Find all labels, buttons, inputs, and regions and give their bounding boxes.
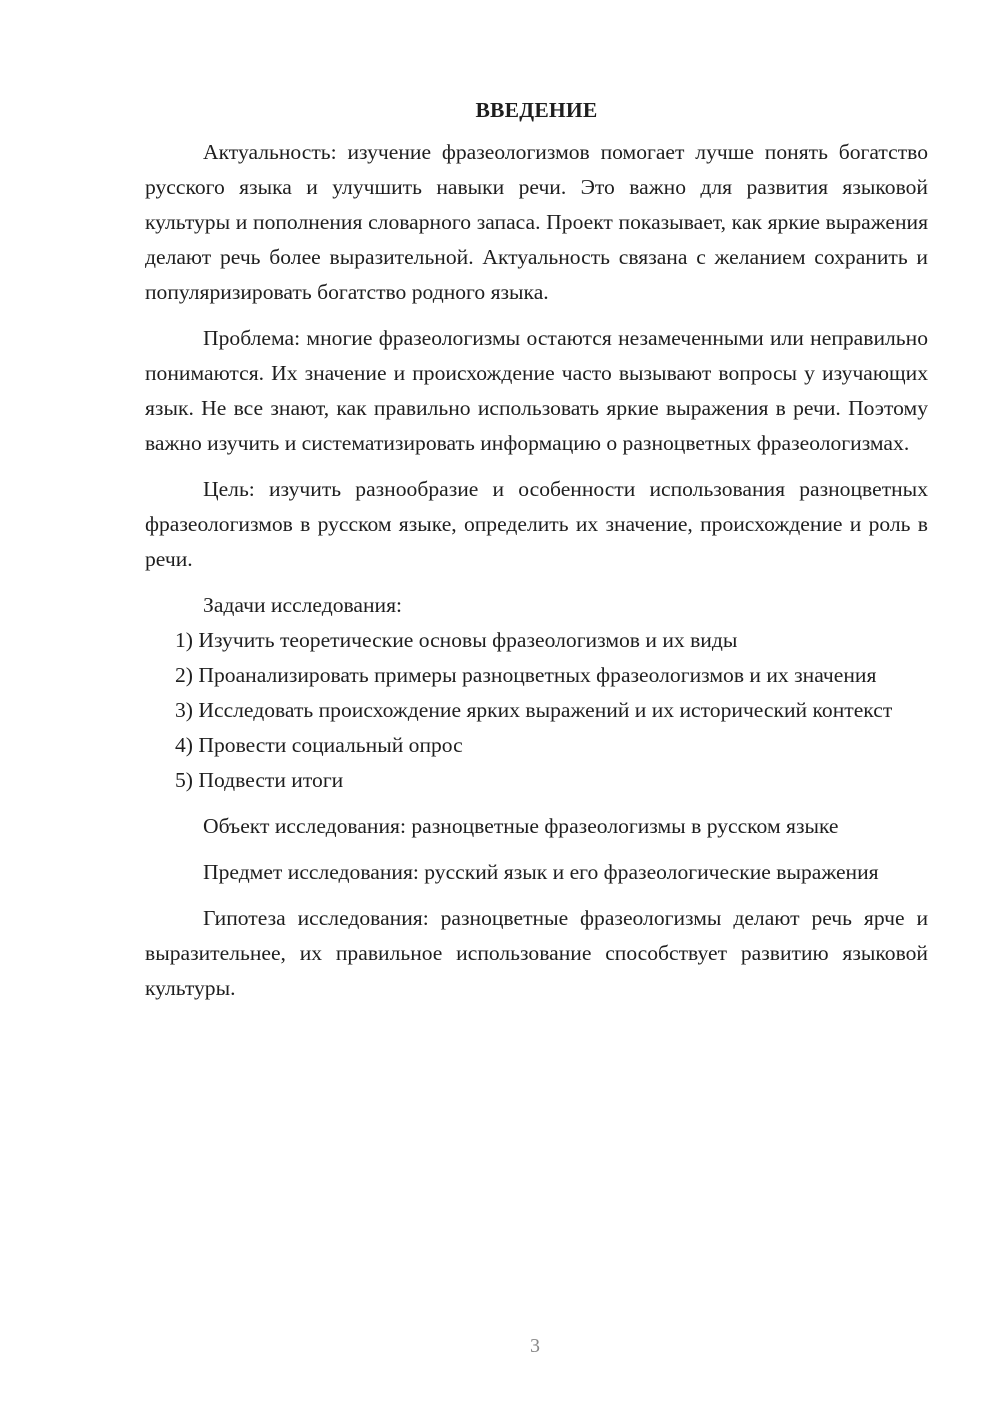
paragraph-goal: Цель: изучить разнообразие и особенности использования разноцветных фразеологизмов в русском языке, определить их значение, происхождение и роль в речи. bbox=[145, 477, 928, 571]
paragraph-object: Объект исследования: разноцветные фразеологизмы в русском языке bbox=[203, 814, 839, 838]
page-content bbox=[145, 93, 928, 1006]
page-title: ВВЕДЕНИЕ bbox=[475, 98, 598, 122]
paragraph-relevance: Актуальность: изучение фразеологизмов помогает лучше понять богатство русского языка и улучшить навыки речи. Это важно для развития языковой культуры и пополнения словарного запаса. Проект показывает, как яркие выражения делают речь более выразительной. Актуальность связана с желанием сохранить и популяризировать богатство родного языка. bbox=[145, 140, 928, 304]
paragraph-subject: Предмет исследования: русский язык и его фразеологические выражения bbox=[203, 860, 879, 884]
task-item-5: 5) Подвести итоги bbox=[175, 768, 344, 792]
page-number: 3 bbox=[530, 1335, 540, 1357]
paragraph-problem: Проблема: многие фразеологизмы остаются незамеченными или неправильно понимаются. Их значение и происхождение часто вызывают вопросы у изучающих язык. Не все знают, как правильно использовать яркие выражения в речи. Поэтому важно изучить и систематизировать информацию о разноцветных фразеологизмах. bbox=[145, 326, 928, 455]
task-item-2: 2) Проанализировать примеры разноцветных фразеологизмов и их значения bbox=[175, 663, 877, 687]
task-item-3: 3) Исследовать происхождение ярких выражений и их исторический контекст bbox=[175, 698, 893, 722]
paragraph-hypothesis: Гипотеза исследования: разноцветные фразеологизмы делают речь ярче и выразительнее, их правильное использование способствует развитию языковой культуры. bbox=[145, 906, 928, 1000]
tasks-heading: Задачи исследования: bbox=[203, 593, 403, 617]
task-item-4: 4) Провести социальный опрос bbox=[175, 733, 463, 757]
task-item-1: 1) Изучить теоретические основы фразеологизмов и их виды bbox=[175, 628, 738, 652]
